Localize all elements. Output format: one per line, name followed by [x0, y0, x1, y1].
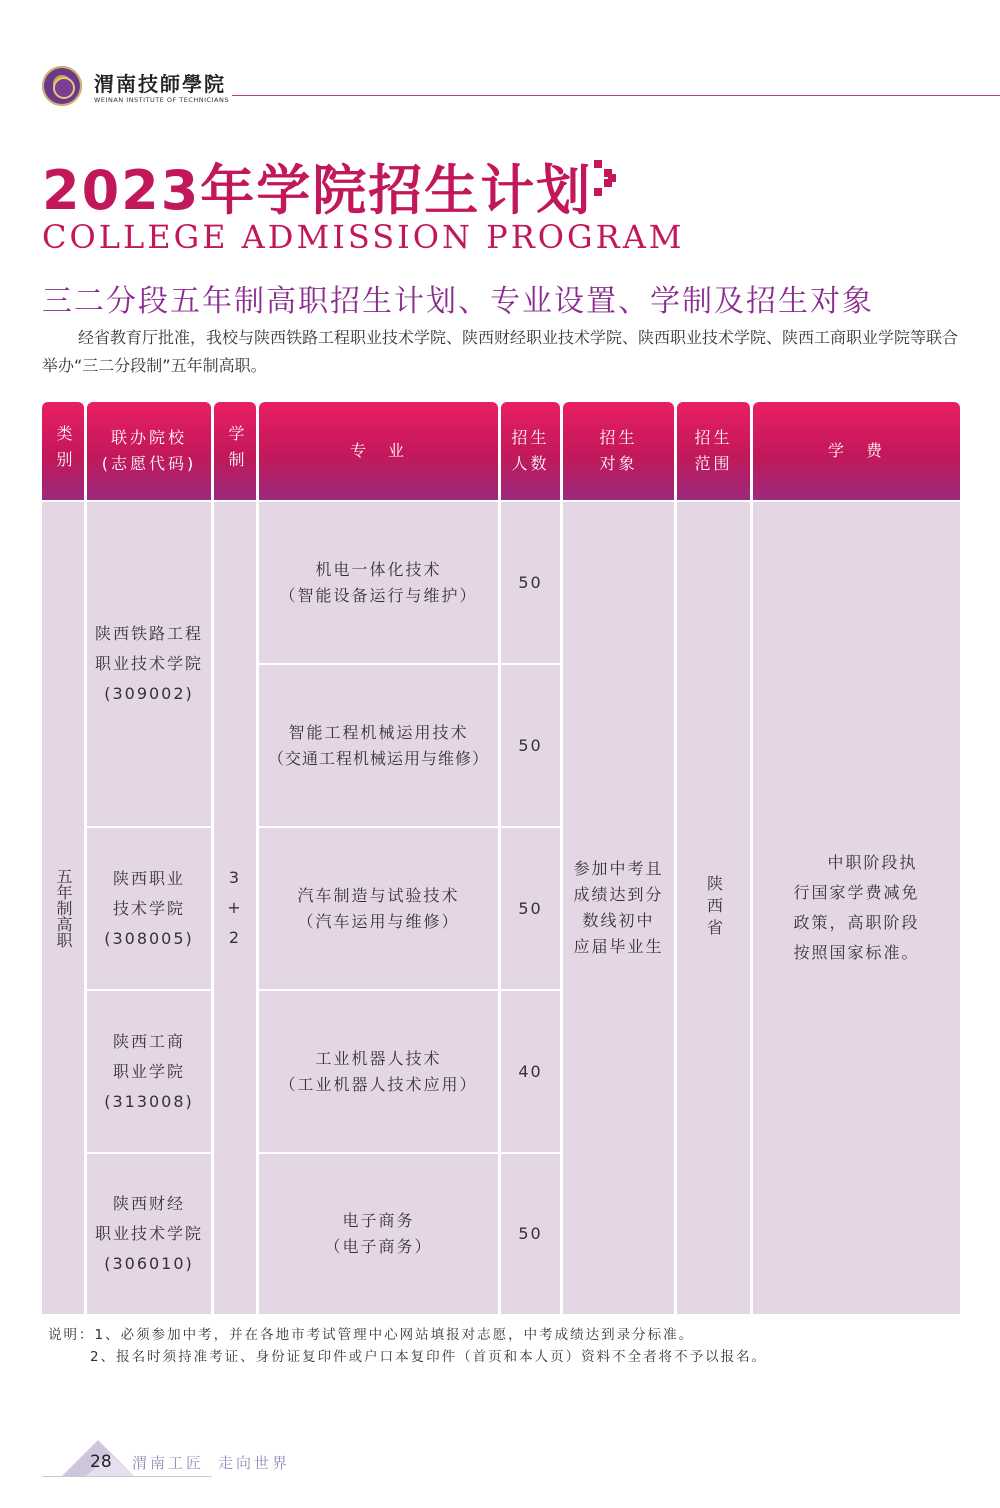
intro-paragraph: 经省教育厅批准，我校与陕西铁路工程职业技术学院、陕西财经职业技术学院、陕西职业技术学院、陕西工商职业学院等联合举办“三二分段制”五年制高职。 [42, 328, 959, 375]
header-target: 招生 对象 [563, 402, 674, 500]
header-school: 联办院校 (志愿代码) [87, 402, 211, 500]
major-cell: 机电一体化技术 （智能设备运行与维护） [259, 502, 498, 663]
quota-cell: 50 [501, 665, 560, 826]
english-title: COLLEGE ADMISSION PROGRAM [42, 218, 685, 256]
page-title: 2023年学院招生计划 [42, 159, 593, 222]
page-header [40, 64, 1000, 112]
school-name-en: WEINAN INSTITUTE OF TECHNICIANS [94, 96, 229, 104]
page-number: 28 [90, 1452, 112, 1472]
scope-cell: 陕西省 [677, 502, 750, 1314]
title-arrow-icon [594, 160, 616, 196]
duration-cell: 3 + 2 [214, 502, 256, 1314]
page-footer [42, 1440, 342, 1490]
note-item: 说明：1、必须参加中考，并在各地市考试管理中心网站填报对志愿，中考成绩达到录分标准。 [48, 1327, 695, 1343]
quota-cell: 50 [501, 828, 560, 989]
school-cell: 陕西职业 技术学院 (308005) [87, 828, 211, 989]
footer-slogan: 渭南工匠 走向世界 [132, 1454, 291, 1472]
major-cell: 智能工程机械运用技术 （交通工程机械运用与维修） [259, 665, 498, 826]
major-cell: 工业机器人技术 （工业机器人技术应用） [259, 991, 498, 1152]
header-major: 专 业 [259, 402, 498, 500]
fee-cell: 中职阶段执 行国家学费减免 政策，高职阶段 按照国家标准。 [753, 502, 960, 1314]
school-name-cn: 渭南技師學院 [94, 72, 226, 96]
major-cell: 汽车制造与试验技术 （汽车运用与维修） [259, 828, 498, 989]
notes [48, 1324, 767, 1368]
school-cell: 陕西财经 职业技术学院 (306010) [87, 1154, 211, 1314]
header-duration: 学制 [214, 402, 256, 500]
header-fee: 学 费 [753, 402, 960, 500]
category-cell: 五年制高职 [42, 502, 84, 1314]
school-cell: 陕西工商 职业学院 (313008) [87, 991, 211, 1152]
header-quota: 招生 人数 [501, 402, 560, 500]
section-title: 三二分段五年制高职招生计划、专业设置、学制及招生对象 [42, 284, 874, 319]
note-item: 2、报名时须持准考证、身份证复印件或户口本复印件（首页和本人页）资料不全者将不予以报名。 [90, 1349, 768, 1365]
target-cell: 参加中考且 成绩达到分 数线初中 应届毕业生 [563, 502, 674, 1314]
quota-cell: 40 [501, 991, 560, 1152]
quota-cell: 50 [501, 1154, 560, 1314]
footer-divider [42, 1476, 212, 1477]
school-cell: 陕西铁路工程 职业技术学院 (309002) [87, 502, 211, 826]
header-category: 类别 [42, 402, 84, 500]
header-scope: 招生 范围 [677, 402, 750, 500]
quota-cell: 50 [501, 502, 560, 663]
header-divider [232, 95, 1000, 96]
school-emblem-icon [42, 66, 82, 106]
major-cell: 电子商务 （电子商务） [259, 1154, 498, 1314]
admission-table [42, 402, 960, 1314]
